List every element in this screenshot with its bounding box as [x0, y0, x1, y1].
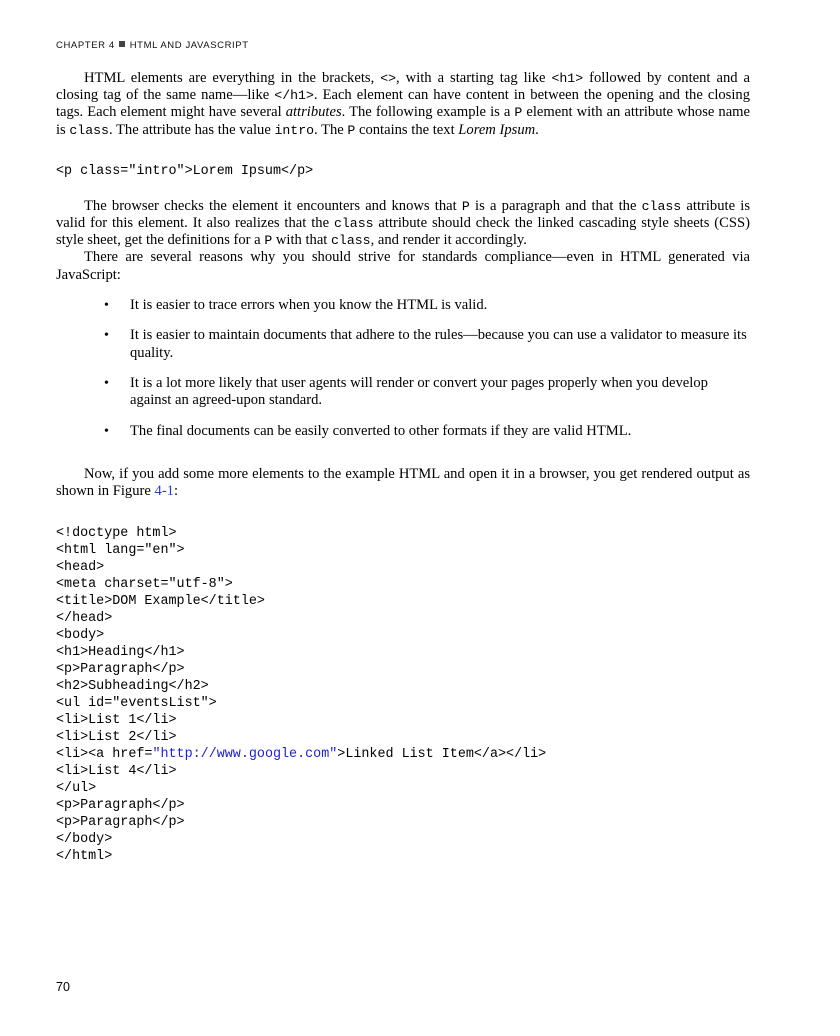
- inline-code: <h1>: [551, 71, 584, 86]
- code-line: <h2>Subheading</h2>: [56, 678, 209, 694]
- code-listing: [56, 525, 750, 865]
- running-head-chapter: CHAPTER 4: [56, 40, 115, 51]
- bullet-icon: •: [104, 376, 109, 392]
- code-line: <head>: [56, 559, 105, 575]
- text-fragment: , and render it accordingly.: [370, 232, 527, 249]
- inline-code: P: [264, 233, 273, 249]
- code-line: <li>List 4</li>: [56, 763, 177, 779]
- spacer: [56, 284, 750, 297]
- text-fragment: is a paragraph and that the: [469, 197, 642, 214]
- code-line: <p>Paragraph</p>: [56, 797, 185, 813]
- spacer: [56, 180, 750, 198]
- bullet-icon: •: [104, 423, 109, 439]
- text-fragment: , with a starting tag like: [396, 70, 552, 86]
- running-head: [56, 40, 249, 51]
- code-fragment: <li><a href=: [56, 746, 153, 762]
- code-line: <p>Paragraph</p>: [56, 661, 185, 677]
- page-number: 70: [56, 980, 70, 994]
- inline-code: <>: [380, 71, 397, 86]
- text-fragment: The browser checks the element it encounters and knows that: [84, 197, 462, 214]
- inline-code: intro: [274, 122, 315, 138]
- text-fragment: . The: [314, 121, 348, 138]
- text-fragment: attribute is valid for this element. It also realizes that the: [56, 197, 750, 232]
- code-line: <h1>Heading</h1>: [56, 644, 185, 660]
- list-item: [56, 423, 750, 440]
- inline-code: class: [333, 216, 374, 232]
- bullet-list: [56, 297, 750, 440]
- text-fragment: Now, if you add some more elements to the example HTML and open it in a browser, you get rendered output as shown in Figure: [56, 466, 750, 500]
- code-line: </body>: [56, 831, 113, 847]
- paragraph-2: [56, 198, 750, 250]
- page-content: [56, 70, 750, 865]
- code-line: <title>DOM Example</title>: [56, 593, 265, 609]
- code-fragment: >Linked List Item</a></li>: [337, 746, 547, 762]
- text-fragment: HTML elements are everything in the brackets,: [84, 70, 381, 86]
- code-fragment: ": [152, 746, 161, 762]
- code-line: <body>: [56, 627, 105, 643]
- code-line: <li>List 2</li>: [56, 729, 177, 745]
- square-bullet-icon: [119, 41, 125, 47]
- code-fragment: ": [329, 746, 338, 762]
- spacer: [56, 501, 750, 525]
- bullet-icon: •: [104, 297, 109, 313]
- code-line: <meta charset="utf-8">: [56, 576, 233, 592]
- inline-code: P: [347, 122, 356, 138]
- text-fragment: element with an attribute whose name is: [56, 104, 750, 138]
- text-fragment: . Each element can have content in between the opening and the closing tags. Each element might have several: [56, 87, 750, 121]
- text-fragment: :: [173, 483, 179, 500]
- inline-code: class: [331, 233, 371, 249]
- code-line: <html lang="en">: [56, 542, 185, 558]
- inline-code: P: [514, 105, 523, 121]
- code-line: <p class="intro">Lorem Ipsum</p>: [56, 163, 314, 179]
- spacer: [56, 453, 750, 466]
- text-fragment: .: [535, 121, 539, 138]
- text-fragment: attribute should check the linked cascading style sheets (CSS) style sheet, get the definitions for a: [56, 215, 750, 249]
- code-snippet-inline: [56, 163, 750, 180]
- text-fragment: with that: [272, 232, 332, 249]
- list-item: [56, 375, 750, 410]
- list-item: [56, 297, 750, 314]
- code-line: <p>Paragraph</p>: [56, 814, 185, 830]
- text-fragment: . The following example is a: [341, 104, 515, 121]
- list-item-text: It is easier to maintain documents that adhere to the rules—because you can use a validator to measure its quality.: [130, 327, 747, 361]
- emphasis-attributes: attributes: [285, 104, 342, 121]
- figure-reference-link[interactable]: 4-1: [154, 483, 174, 500]
- text-fragment: contains the text: [355, 121, 459, 138]
- inline-code: class: [641, 198, 682, 214]
- list-item-text: It is a lot more likely that user agents will render or convert your pages properly when you develop against an agreed-upon standard.: [130, 375, 708, 409]
- text-fragment: . The attribute has the value: [108, 121, 275, 138]
- code-line: </html>: [56, 848, 113, 864]
- text-fragment: followed by content and a closing tag of the same name—like: [56, 70, 750, 104]
- code-url-link[interactable]: http://www.google.com: [160, 746, 330, 762]
- spacer: [56, 139, 750, 163]
- code-line: </head>: [56, 610, 113, 626]
- running-head-title: HTML AND JAVASCRIPT: [129, 40, 249, 51]
- inline-code: P: [461, 198, 470, 214]
- code-line-with-link: [56, 746, 750, 763]
- list-item-text: The final documents can be easily converted to other formats if they are valid HTML.: [130, 422, 632, 439]
- list-item-text: It is easier to trace errors when you know the HTML is valid.: [130, 296, 488, 313]
- code-line: <!doctype html>: [56, 525, 177, 541]
- code-line: <ul id="eventsList">: [56, 695, 217, 711]
- code-line: </ul>: [56, 780, 97, 796]
- inline-code: </h1>: [274, 88, 314, 104]
- emphasis-lorem-ipsum: Lorem Ipsum: [458, 121, 536, 138]
- paragraph-3: There are several reasons why you should strive for standards compliance—even in HTML generated via JavaScript:: [56, 249, 750, 283]
- inline-code: class: [69, 122, 109, 138]
- bullet-icon: •: [104, 328, 109, 344]
- list-item: [56, 327, 750, 362]
- paragraph-4: [56, 466, 750, 500]
- code-line: <li>List 1</li>: [56, 712, 177, 728]
- paragraph-1: [56, 70, 750, 139]
